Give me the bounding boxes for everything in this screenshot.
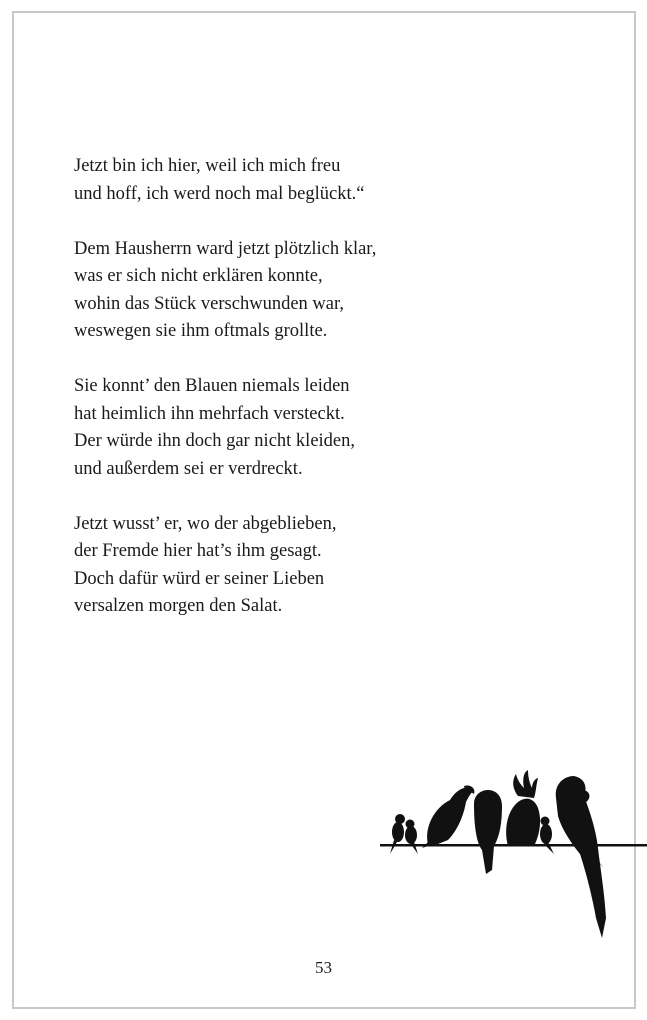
page-number: 53 (315, 958, 332, 977)
poem-line: hat heimlich ihn mehrfach versteckt. (74, 403, 345, 424)
poem-line: Der würde ihn doch gar nicht kleiden, (74, 431, 356, 451)
poem-line: und außerdem sei er verdreckt. (74, 458, 303, 479)
small-bird-silhouette (405, 820, 418, 855)
poem-line: Jetzt bin ich hier, weil ich mich freu (74, 156, 341, 176)
poem-line: Sie konnt’ den Blauen niemals leiden (74, 376, 350, 396)
macaw-silhouette (556, 776, 606, 938)
poem-line: versalzen morgen den Salat. (74, 596, 283, 616)
small-bird-silhouette (540, 817, 554, 855)
birds-on-wire-icon (378, 768, 647, 943)
stanza-3 (74, 373, 554, 483)
stanza-1 (74, 153, 554, 208)
small-bird-silhouette (390, 814, 405, 854)
poem-line: Dem Hausherrn ward jetzt plötzlich klar, (74, 238, 377, 259)
poem-line: wohin das Stück verschwunden war, (74, 293, 345, 314)
stanza-4 (74, 511, 554, 621)
cockatoo-silhouette (506, 770, 540, 846)
poem-line: der Fremde hier hat’s ihm gesagt. (74, 541, 322, 561)
parrot-silhouette (474, 790, 502, 874)
poem-line: was er sich nicht erklären konnte, (74, 266, 323, 286)
poem-line: Doch dafür würd er seiner Lieben (74, 568, 325, 589)
poem-text (74, 153, 554, 648)
poem-line: Jetzt wusst’ er, wo der abgeblieben, (74, 513, 337, 534)
parrot-silhouette (422, 785, 474, 848)
stanza-2 (74, 236, 554, 346)
poem-line: und hoff, ich werd noch mal beglückt.“ (74, 183, 365, 204)
poem-line: weswegen sie ihm oftmals grollte. (74, 321, 328, 341)
